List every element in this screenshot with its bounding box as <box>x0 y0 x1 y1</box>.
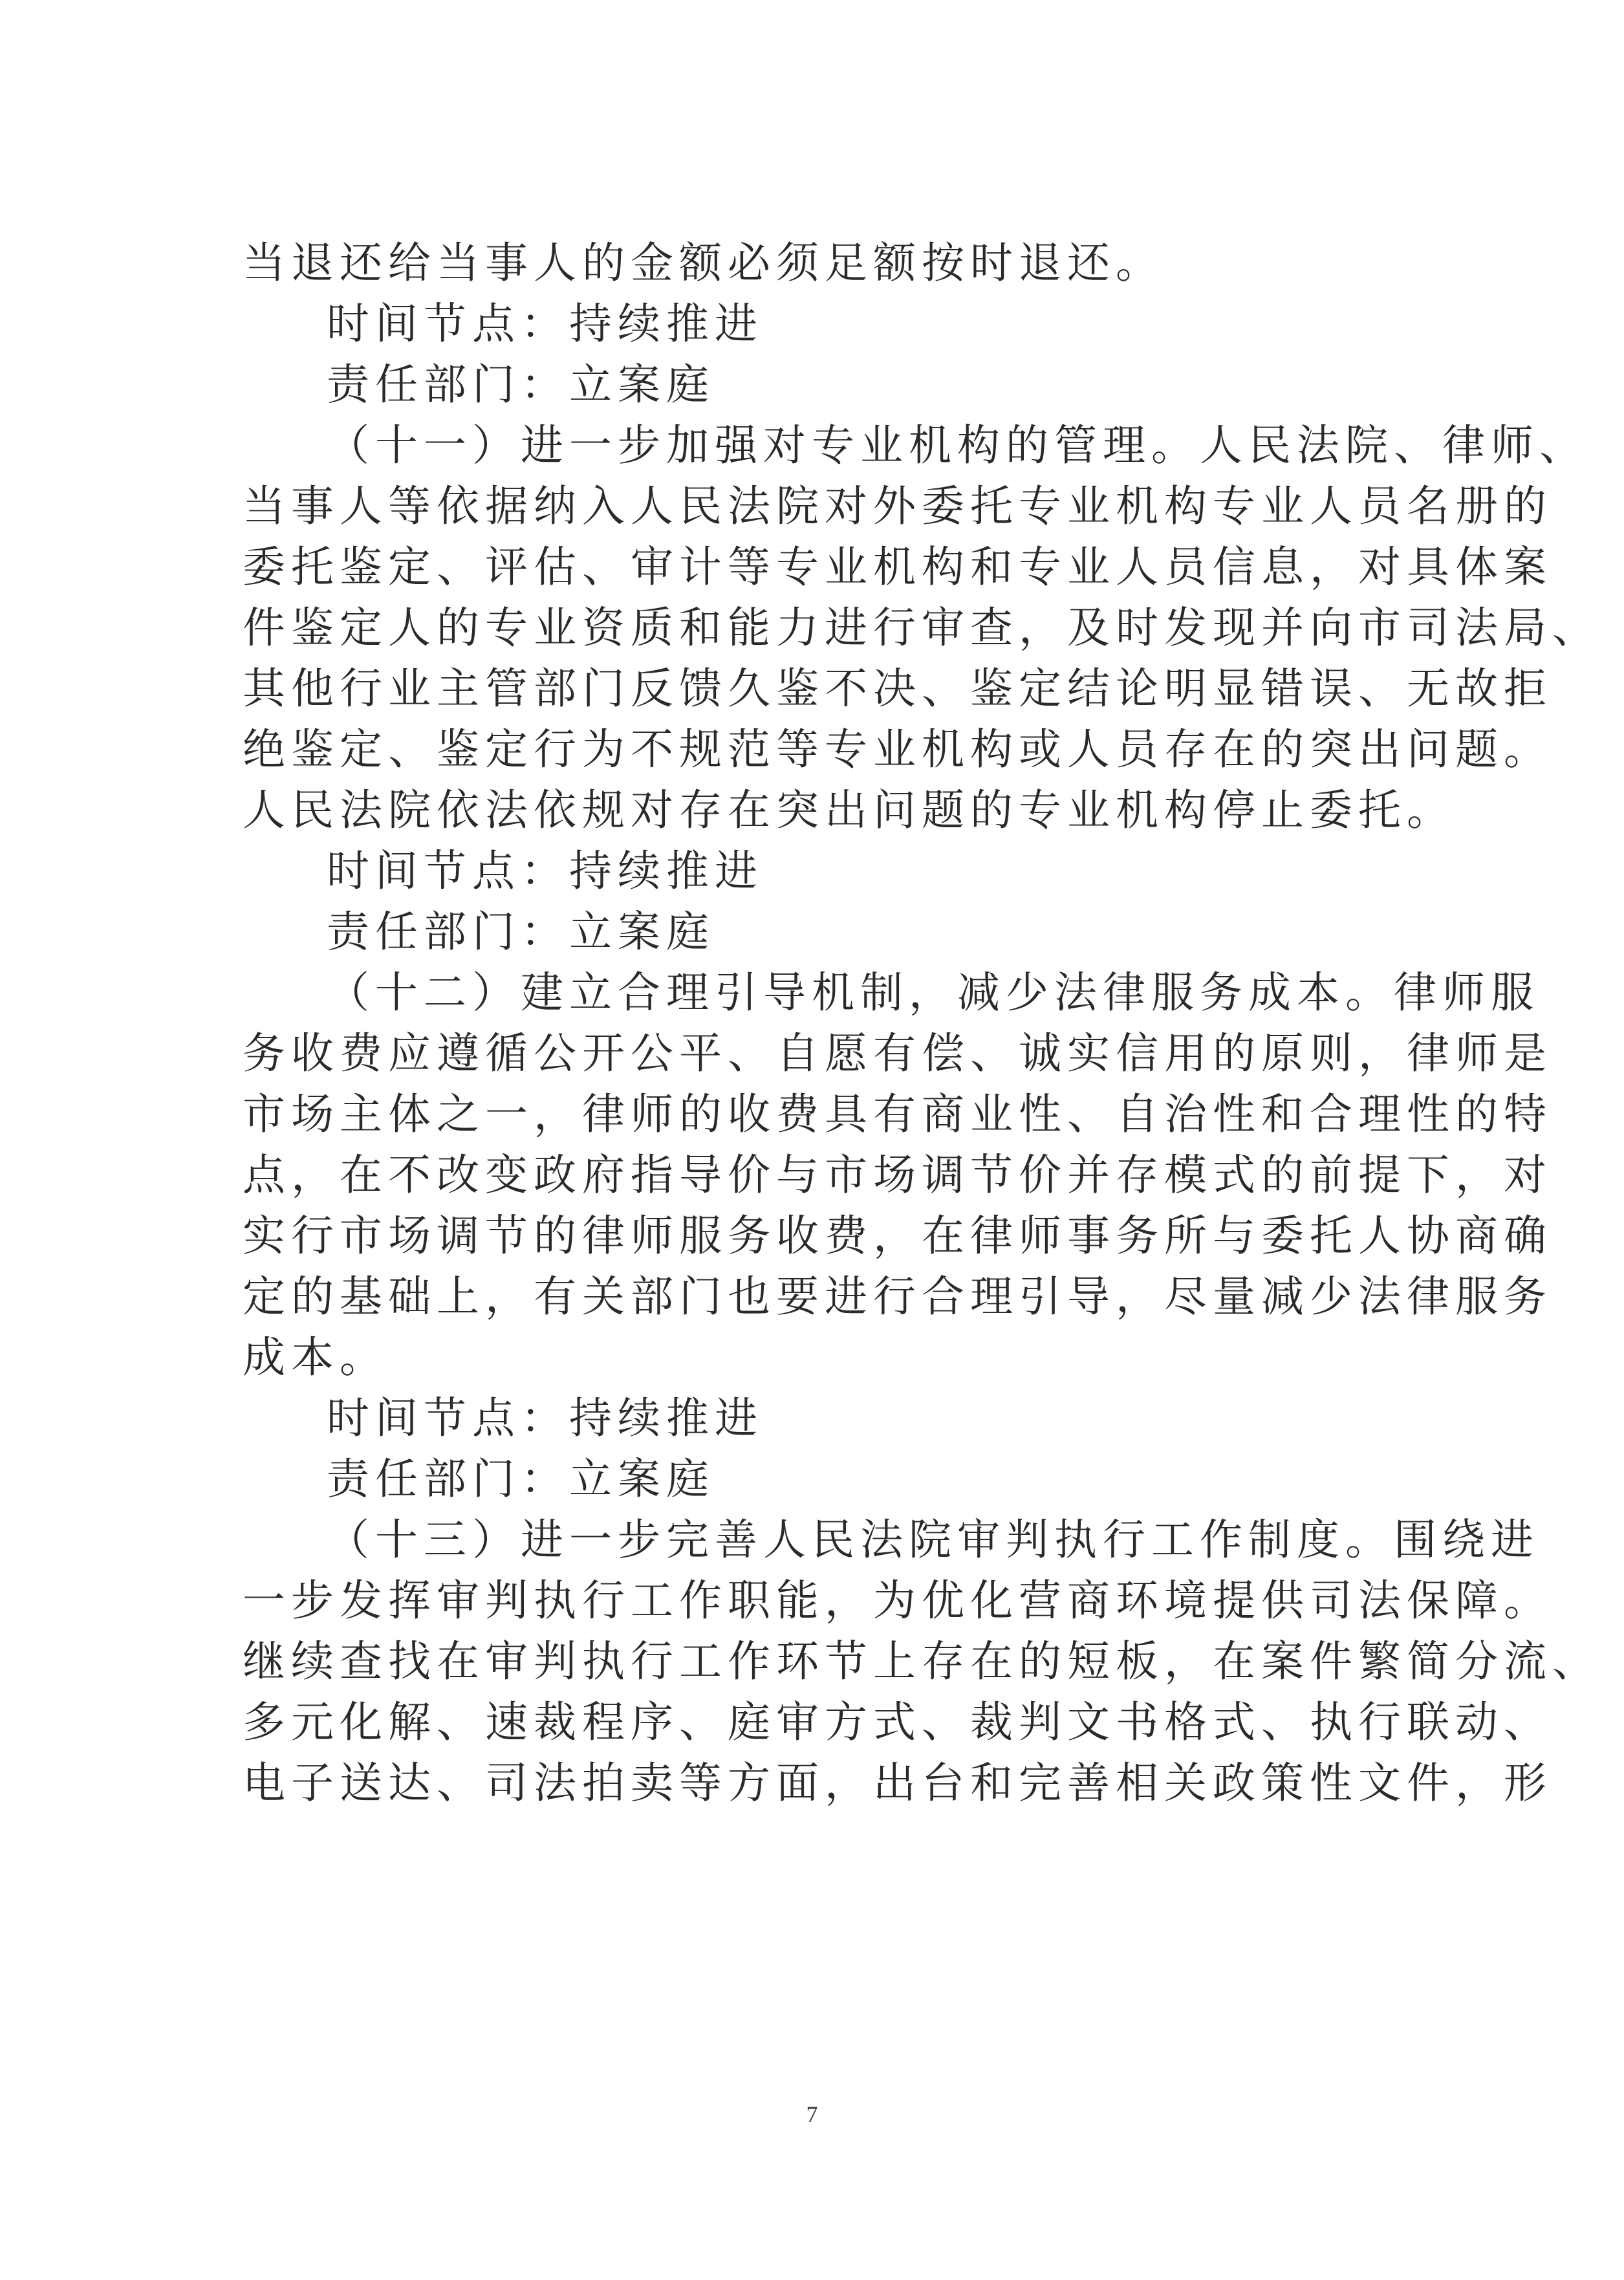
text-line: 市场主体之一，律师的收费具有商业性、自治性和合理性的特 <box>243 1089 1552 1139</box>
text-line: 委托鉴定、评估、审计等专业机构和专业人员信息，对具体案 <box>243 542 1552 592</box>
text-line: 时间节点：持续推进 <box>327 1393 763 1443</box>
text-line: 当退还给当事人的金额必须足额按时退还。 <box>243 238 1164 288</box>
text-line: 当事人等依据纳入人民法院对外委托专业机构专业人员名册的 <box>243 481 1552 531</box>
text-line: 实行市场调节的律师服务收费，在律师事务所与委托人协商确 <box>243 1211 1552 1261</box>
text-line: 继续查找在审判执行工作环节上存在的短板，在案件繁简分流、 <box>243 1636 1601 1686</box>
text-line: 责任部门：立案庭 <box>327 907 715 957</box>
text-line: 绝鉴定、鉴定行为不规范等专业机构或人员存在的突出问题。 <box>243 724 1552 774</box>
text-line: 定的基础上，有关部门也要进行合理引导，尽量减少法律服务 <box>243 1272 1552 1321</box>
text-line: 务收费应遵循公开公平、自愿有偿、诚实信用的原则，律师是 <box>243 1028 1552 1078</box>
text-line: 时间节点：持续推进 <box>327 846 763 896</box>
text-line: 人民法院依法依规对存在突出问题的专业机构停止委托。 <box>243 785 1455 835</box>
text-line: 件鉴定人的专业资质和能力进行审查，及时发现并向市司法局、 <box>243 603 1601 653</box>
page-number: 7 <box>806 2101 818 2127</box>
text-line: 一步发挥审判执行工作职能，为优化营商环境提供司法保障。 <box>243 1576 1552 1625</box>
text-line: 责任部门：立案庭 <box>327 1454 715 1504</box>
text-line: 点，在不改变政府指导价与市场调节价并存模式的前提下，对 <box>243 1150 1552 1200</box>
text-line: 多元化解、速裁程序、庭审方式、裁判文书格式、执行联动、 <box>243 1697 1552 1747</box>
text-line: 其他行业主管部门反馈久鉴不决、鉴定结论明显错误、无故拒 <box>243 664 1552 713</box>
text-line: 成本。 <box>243 1332 388 1382</box>
text-line: 电子送达、司法拍卖等方面，出台和完善相关政策性文件，形 <box>243 1758 1552 1808</box>
text-line: 责任部门：立案庭 <box>327 360 715 409</box>
text-line: （十三）进一步完善人民法院审判执行工作制度。围绕进 <box>327 1515 1539 1565</box>
text-line: （十二）建立合理引导机制，减少法律服务成本。律师服 <box>327 968 1539 1017</box>
text-line: （十一）进一步加强对专业机构的管理。人民法院、律师、 <box>327 420 1588 470</box>
text-line: 时间节点：持续推进 <box>327 299 763 349</box>
body-text <box>243 233 1601 1814</box>
